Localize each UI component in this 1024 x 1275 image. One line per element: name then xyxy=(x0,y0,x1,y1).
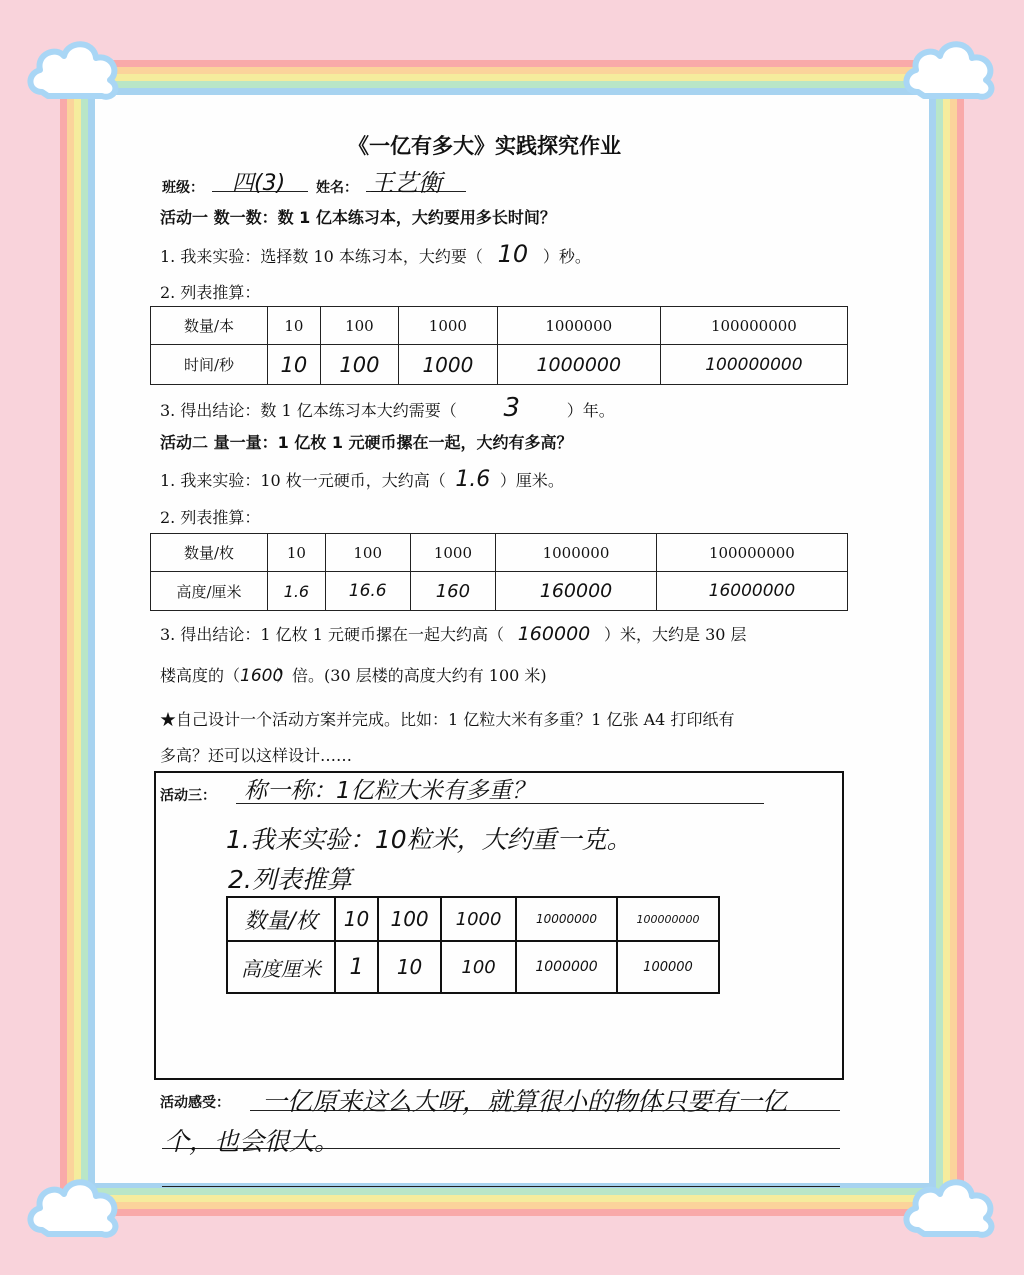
table-cell: 100000000 xyxy=(660,307,847,345)
cloud-icon xyxy=(898,1168,1002,1248)
table-cell: 10 xyxy=(268,534,326,572)
activity1-q3-suffix: ）年。 xyxy=(566,401,615,420)
table-cell-handwritten: 10 xyxy=(268,345,321,385)
activity2-q3-line2-suffix: ）倍。(30 层楼的高度大约有 100 米) xyxy=(276,666,547,685)
table-cell-handwritten: 100000 xyxy=(617,941,719,993)
activity3-label: 活动三： xyxy=(160,788,216,804)
design-prompt-line2: 多高？还可以这样设计…… xyxy=(160,746,353,765)
activity1-q1-answer: 10 xyxy=(497,240,529,268)
table-cell-handwritten: 100 xyxy=(320,345,398,385)
feeling-underline-3 xyxy=(162,1186,840,1187)
activity1-q3 xyxy=(160,393,615,423)
activity2-q1-answer: 1.6 xyxy=(455,467,491,492)
activity2-q1-suffix: ）厘米。 xyxy=(499,471,564,490)
table-cell: 1000000 xyxy=(497,307,660,345)
table-cell-handwritten: 1000 xyxy=(399,345,498,385)
table-cell-handwritten: 100 xyxy=(441,941,516,993)
name-value: 王艺衡 xyxy=(370,169,442,197)
activity2-q1-prefix: 1. 我来实验：10 枚一元硬币，大约高（ xyxy=(160,471,446,490)
table-row-label: 高度/厘米 xyxy=(151,572,268,611)
table-cell: 1000 xyxy=(410,534,496,572)
activity1-q2: 2. 列表推算： xyxy=(160,283,261,302)
activity1-q3-answer: 3 xyxy=(503,393,520,423)
table-cell-handwritten: 1000000 xyxy=(497,345,660,385)
cloud-icon xyxy=(22,30,126,110)
activity2-q3-line2-prefix: 楼高度的（ xyxy=(160,666,241,685)
table-cell-handwritten: 1.6 xyxy=(268,572,326,611)
table-cell-handwritten: 100000000 xyxy=(617,897,719,941)
activity3-table xyxy=(226,896,720,994)
activity3-q1: 1.我来实验：10粒米，大约重一克。 xyxy=(226,825,632,854)
feeling-line1: 一亿原来这么大呀，就算很小的物体只要有一亿 xyxy=(262,1087,788,1116)
class-label: 班级： xyxy=(162,180,204,196)
feeling-line2: 个，也会很大。 xyxy=(164,1127,340,1156)
table-row-label: 数量/枚 xyxy=(151,534,268,572)
name-label: 姓名： xyxy=(316,180,358,196)
activity3-q2: 2.列表推算 xyxy=(228,865,352,894)
activity1-q1-prefix: 1. 我来实验：选择数 10 本练习本，大约要（ xyxy=(160,247,483,266)
activity2-q1 xyxy=(160,467,564,492)
design-prompt-line1: ★自己设计一个活动方案并完成。比如：1 亿粒大米有多重？1 亿张 A4 打印纸有 xyxy=(160,710,735,729)
table-cell-handwritten: 10000000 xyxy=(516,897,617,941)
table-row-label: 高度厘米 xyxy=(227,941,335,993)
table-cell-handwritten: 160000 xyxy=(496,572,657,611)
table-cell: 100 xyxy=(320,307,398,345)
table-cell-handwritten: 16000000 xyxy=(656,572,847,611)
table-cell: 100 xyxy=(325,534,410,572)
cloud-icon xyxy=(898,30,1002,110)
table-cell-handwritten: 100 xyxy=(378,897,441,941)
table-cell-handwritten: 10 xyxy=(378,941,441,993)
activity2-q3 xyxy=(160,622,747,645)
feeling-label: 活动感受： xyxy=(160,1095,230,1111)
table-cell-handwritten: 160 xyxy=(410,572,496,611)
activity1-q1 xyxy=(160,240,591,268)
table-cell: 1000 xyxy=(399,307,498,345)
activity2-q3-line2 xyxy=(160,663,547,686)
table-cell-handwritten: 16.6 xyxy=(325,572,410,611)
activity1-table xyxy=(150,306,848,385)
activity1-q3-prefix: 3. 得出结论：数 1 亿本练习本大约需要（ xyxy=(160,401,457,420)
activity2-q3-suffix: ）米，大约是 30 层 xyxy=(603,625,747,644)
table-cell: 1000000 xyxy=(496,534,657,572)
activity1-heading: 活动一 数一数：数 1 亿本练习本，大约要用多长时间？ xyxy=(160,208,556,227)
table-cell-handwritten: 10 xyxy=(335,897,378,941)
activity2-q3-answer: 160000 xyxy=(517,623,591,645)
table-cell: 10 xyxy=(268,307,321,345)
table-cell-handwritten: 100000000 xyxy=(660,345,847,385)
activity2-heading: 活动二 量一量：1 亿枚 1 元硬币摞在一起，大约有多高？ xyxy=(160,433,573,452)
class-value: 四(3) xyxy=(232,171,286,196)
table-row-label: 时间/秒 xyxy=(151,345,268,385)
page-title: 《一亿有多大》实践探究作业 xyxy=(348,134,621,158)
table-cell-handwritten: 1 xyxy=(335,941,378,993)
table-row-label: 数量/本 xyxy=(151,307,268,345)
cloud-icon xyxy=(22,1168,126,1248)
table-cell-handwritten: 1000000 xyxy=(516,941,617,993)
activity2-q2: 2. 列表推算： xyxy=(160,508,261,527)
activity3-title: 称一称：1亿粒大米有多重？ xyxy=(244,778,535,804)
activity1-q1-suffix: ）秒。 xyxy=(542,247,591,266)
table-cell-handwritten: 1000 xyxy=(441,897,516,941)
activity2-q3-line2-answer: 1600 xyxy=(240,666,284,686)
activity2-table xyxy=(150,533,848,611)
activity2-q3-prefix: 3. 得出结论：1 亿枚 1 元硬币摞在一起大约高（ xyxy=(160,625,504,644)
table-cell: 100000000 xyxy=(656,534,847,572)
table-row-label: 数量/枚 xyxy=(227,897,335,941)
